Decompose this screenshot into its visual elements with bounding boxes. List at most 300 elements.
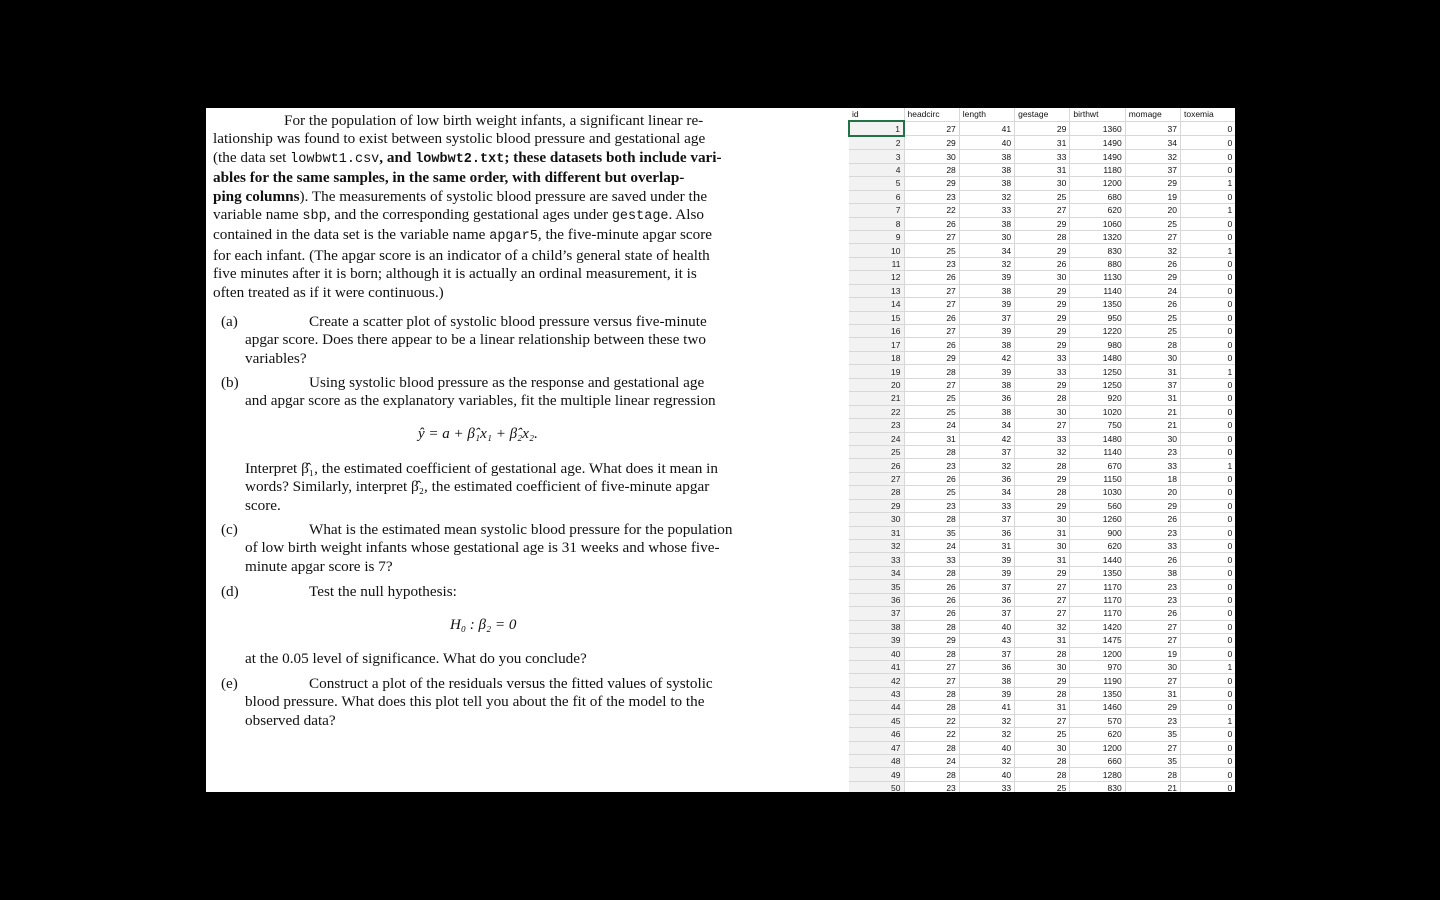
table-cell[interactable]: 26 <box>1125 257 1180 270</box>
table-cell[interactable]: 18 <box>1125 472 1180 485</box>
table-cell[interactable]: 29 <box>1015 325 1070 338</box>
table-cell[interactable]: 33 <box>959 781 1014 792</box>
table-cell[interactable]: 28 <box>1015 230 1070 243</box>
row-id-cell[interactable]: 40 <box>849 647 904 660</box>
table-cell[interactable]: 29 <box>1015 244 1070 257</box>
table-cell[interactable]: 38 <box>959 217 1014 230</box>
column-header[interactable]: headcirc <box>904 108 959 121</box>
table-cell[interactable]: 37 <box>959 607 1014 620</box>
table-cell[interactable]: 38 <box>959 405 1014 418</box>
table-cell[interactable]: 37 <box>1125 163 1180 176</box>
table-cell[interactable]: 0 <box>1180 298 1235 311</box>
table-cell[interactable]: 42 <box>959 351 1014 364</box>
table-cell[interactable]: 28 <box>1015 755 1070 768</box>
table-cell[interactable]: 40 <box>959 741 1014 754</box>
table-cell[interactable]: 21 <box>1125 419 1180 432</box>
row-id-cell[interactable]: 5 <box>849 177 904 190</box>
table-cell[interactable]: 27 <box>904 230 959 243</box>
table-cell[interactable]: 26 <box>1125 607 1180 620</box>
table-cell[interactable]: 26 <box>904 338 959 351</box>
table-cell[interactable]: 29 <box>1015 121 1070 135</box>
table-cell[interactable]: 38 <box>959 674 1014 687</box>
table-cell[interactable]: 37 <box>959 311 1014 324</box>
table-cell[interactable]: 30 <box>1015 660 1070 673</box>
table-cell[interactable]: 28 <box>904 687 959 700</box>
column-header[interactable]: id <box>849 108 904 121</box>
table-cell[interactable]: 27 <box>904 660 959 673</box>
table-cell[interactable]: 25 <box>904 486 959 499</box>
row-id-cell[interactable]: 44 <box>849 701 904 714</box>
table-cell[interactable]: 32 <box>959 459 1014 472</box>
table-cell[interactable]: 37 <box>959 580 1014 593</box>
row-id-cell[interactable]: 1 <box>849 121 904 135</box>
table-cell[interactable]: 0 <box>1180 217 1235 230</box>
row-id-cell[interactable]: 20 <box>849 378 904 391</box>
table-cell[interactable]: 37 <box>1125 121 1180 135</box>
table-cell[interactable]: 1190 <box>1070 674 1125 687</box>
table-cell[interactable]: 23 <box>904 257 959 270</box>
table-cell[interactable]: 27 <box>1015 607 1070 620</box>
table-cell[interactable]: 560 <box>1070 499 1125 512</box>
table-cell[interactable]: 0 <box>1180 136 1235 150</box>
table-cell[interactable]: 32 <box>959 190 1014 203</box>
table-cell[interactable]: 28 <box>904 163 959 176</box>
table-cell[interactable]: 28 <box>904 365 959 378</box>
table-cell[interactable]: 32 <box>959 714 1014 727</box>
table-cell[interactable]: 27 <box>1125 741 1180 754</box>
table-cell[interactable]: 25 <box>1015 190 1070 203</box>
table-cell[interactable]: 28 <box>904 566 959 579</box>
table-cell[interactable]: 33 <box>1015 365 1070 378</box>
table-cell[interactable]: 26 <box>1015 257 1070 270</box>
table-cell[interactable]: 25 <box>904 392 959 405</box>
table-cell[interactable]: 1 <box>1180 660 1235 673</box>
row-id-cell[interactable]: 33 <box>849 553 904 566</box>
row-id-cell[interactable]: 7 <box>849 204 904 217</box>
column-header[interactable]: gestage <box>1015 108 1070 121</box>
table-cell[interactable]: 22 <box>904 204 959 217</box>
table-cell[interactable]: 0 <box>1180 325 1235 338</box>
table-cell[interactable]: 29 <box>1015 472 1070 485</box>
table-cell[interactable]: 20 <box>1125 486 1180 499</box>
row-id-cell[interactable]: 8 <box>849 217 904 230</box>
table-cell[interactable]: 0 <box>1180 620 1235 633</box>
table-cell[interactable]: 35 <box>1125 728 1180 741</box>
row-id-cell[interactable]: 48 <box>849 755 904 768</box>
table-cell[interactable]: 1 <box>1180 714 1235 727</box>
table-cell[interactable]: 23 <box>1125 580 1180 593</box>
table-cell[interactable]: 0 <box>1180 580 1235 593</box>
row-id-cell[interactable]: 34 <box>849 566 904 579</box>
table-cell[interactable]: 1220 <box>1070 325 1125 338</box>
table-cell[interactable]: 28 <box>1015 687 1070 700</box>
table-cell[interactable]: 28 <box>904 701 959 714</box>
table-cell[interactable]: 26 <box>904 580 959 593</box>
table-cell[interactable]: 1060 <box>1070 217 1125 230</box>
table-cell[interactable]: 23 <box>1125 526 1180 539</box>
row-id-cell[interactable]: 6 <box>849 190 904 203</box>
table-cell[interactable]: 29 <box>1015 284 1070 297</box>
table-cell[interactable]: 43 <box>959 634 1014 647</box>
table-cell[interactable]: 28 <box>1015 486 1070 499</box>
table-cell[interactable]: 970 <box>1070 660 1125 673</box>
table-cell[interactable]: 27 <box>1015 419 1070 432</box>
table-cell[interactable]: 32 <box>959 257 1014 270</box>
row-id-cell[interactable]: 10 <box>849 244 904 257</box>
row-id-cell[interactable]: 9 <box>849 230 904 243</box>
table-cell[interactable]: 1350 <box>1070 298 1125 311</box>
table-cell[interactable]: 32 <box>1125 150 1180 163</box>
table-cell[interactable]: 38 <box>959 177 1014 190</box>
table-cell[interactable]: 0 <box>1180 741 1235 754</box>
table-cell[interactable]: 29 <box>1015 217 1070 230</box>
row-id-cell[interactable]: 2 <box>849 136 904 150</box>
table-cell[interactable]: 1170 <box>1070 607 1125 620</box>
table-cell[interactable]: 0 <box>1180 701 1235 714</box>
table-cell[interactable]: 25 <box>1015 781 1070 792</box>
table-cell[interactable]: 25 <box>904 244 959 257</box>
table-cell[interactable]: 28 <box>904 768 959 781</box>
table-cell[interactable]: 0 <box>1180 257 1235 270</box>
table-cell[interactable]: 25 <box>1125 325 1180 338</box>
table-cell[interactable]: 0 <box>1180 634 1235 647</box>
table-cell[interactable]: 38 <box>959 150 1014 163</box>
table-cell[interactable]: 1360 <box>1070 121 1125 135</box>
table-cell[interactable]: 0 <box>1180 432 1235 445</box>
table-cell[interactable]: 27 <box>1015 593 1070 606</box>
row-id-cell[interactable]: 45 <box>849 714 904 727</box>
table-cell[interactable]: 31 <box>1015 553 1070 566</box>
table-cell[interactable]: 28 <box>1015 768 1070 781</box>
row-id-cell[interactable]: 31 <box>849 526 904 539</box>
table-cell[interactable]: 23 <box>904 499 959 512</box>
table-cell[interactable]: 0 <box>1180 647 1235 660</box>
table-cell[interactable]: 31 <box>1015 163 1070 176</box>
column-header[interactable]: toxemia <box>1180 108 1235 121</box>
table-cell[interactable]: 26 <box>1125 513 1180 526</box>
table-cell[interactable]: 1440 <box>1070 553 1125 566</box>
table-cell[interactable]: 29 <box>904 136 959 150</box>
table-cell[interactable]: 23 <box>1125 714 1180 727</box>
table-cell[interactable]: 33 <box>959 204 1014 217</box>
row-id-cell[interactable]: 27 <box>849 472 904 485</box>
spreadsheet[interactable] <box>848 108 1235 792</box>
table-cell[interactable]: 35 <box>1125 755 1180 768</box>
table-cell[interactable]: 29 <box>1125 177 1180 190</box>
row-id-cell[interactable]: 39 <box>849 634 904 647</box>
table-cell[interactable]: 0 <box>1180 499 1235 512</box>
row-id-cell[interactable]: 46 <box>849 728 904 741</box>
table-cell[interactable]: 42 <box>959 432 1014 445</box>
table-cell[interactable]: 23 <box>1125 593 1180 606</box>
row-id-cell[interactable]: 14 <box>849 298 904 311</box>
table-cell[interactable]: 28 <box>904 445 959 458</box>
table-cell[interactable]: 0 <box>1180 419 1235 432</box>
table-cell[interactable]: 22 <box>904 728 959 741</box>
row-id-cell[interactable]: 42 <box>849 674 904 687</box>
table-cell[interactable]: 29 <box>1015 338 1070 351</box>
table-cell[interactable]: 41 <box>959 121 1014 135</box>
table-cell[interactable]: 30 <box>1015 513 1070 526</box>
table-cell[interactable]: 19 <box>1125 647 1180 660</box>
table-cell[interactable]: 28 <box>904 647 959 660</box>
table-cell[interactable]: 32 <box>1125 244 1180 257</box>
table-cell[interactable]: 980 <box>1070 338 1125 351</box>
table-cell[interactable]: 33 <box>959 499 1014 512</box>
table-cell[interactable]: 27 <box>904 121 959 135</box>
table-cell[interactable]: 40 <box>959 768 1014 781</box>
table-cell[interactable]: 0 <box>1180 405 1235 418</box>
table-cell[interactable]: 880 <box>1070 257 1125 270</box>
table-cell[interactable]: 32 <box>959 728 1014 741</box>
table-cell[interactable]: 23 <box>904 190 959 203</box>
table-cell[interactable]: 31 <box>1015 526 1070 539</box>
table-cell[interactable]: 29 <box>1125 701 1180 714</box>
table-cell[interactable]: 30 <box>1015 271 1070 284</box>
table-cell[interactable]: 0 <box>1180 190 1235 203</box>
table-cell[interactable]: 24 <box>904 419 959 432</box>
row-id-cell[interactable]: 11 <box>849 257 904 270</box>
row-id-cell[interactable]: 15 <box>849 311 904 324</box>
table-cell[interactable]: 28 <box>904 513 959 526</box>
table-cell[interactable]: 0 <box>1180 540 1235 553</box>
row-id-cell[interactable]: 22 <box>849 405 904 418</box>
table-cell[interactable]: 1140 <box>1070 284 1125 297</box>
table-cell[interactable]: 36 <box>959 472 1014 485</box>
table-cell[interactable]: 26 <box>904 217 959 230</box>
table-cell[interactable]: 30 <box>1125 351 1180 364</box>
row-id-cell[interactable]: 43 <box>849 687 904 700</box>
table-cell[interactable]: 30 <box>1015 540 1070 553</box>
table-cell[interactable]: 830 <box>1070 781 1125 792</box>
table-cell[interactable]: 29 <box>1015 674 1070 687</box>
table-cell[interactable]: 32 <box>959 755 1014 768</box>
table-cell[interactable]: 28 <box>1015 459 1070 472</box>
table-cell[interactable]: 21 <box>1125 781 1180 792</box>
column-header[interactable]: length <box>959 108 1014 121</box>
table-cell[interactable]: 950 <box>1070 311 1125 324</box>
table-cell[interactable]: 0 <box>1180 674 1235 687</box>
table-cell[interactable]: 620 <box>1070 204 1125 217</box>
row-id-cell[interactable]: 19 <box>849 365 904 378</box>
table-cell[interactable]: 1420 <box>1070 620 1125 633</box>
table-cell[interactable]: 22 <box>904 714 959 727</box>
table-cell[interactable]: 26 <box>1125 553 1180 566</box>
table-cell[interactable]: 1130 <box>1070 271 1125 284</box>
table-cell[interactable]: 750 <box>1070 419 1125 432</box>
table-cell[interactable]: 0 <box>1180 513 1235 526</box>
table-cell[interactable]: 28 <box>1015 392 1070 405</box>
table-cell[interactable]: 1170 <box>1070 593 1125 606</box>
table-cell[interactable]: 1475 <box>1070 634 1125 647</box>
table-cell[interactable]: 0 <box>1180 121 1235 135</box>
table-cell[interactable]: 33 <box>1015 351 1070 364</box>
table-cell[interactable]: 0 <box>1180 284 1235 297</box>
table-cell[interactable]: 30 <box>959 230 1014 243</box>
table-cell[interactable]: 0 <box>1180 768 1235 781</box>
table-cell[interactable]: 1480 <box>1070 432 1125 445</box>
table-cell[interactable]: 37 <box>959 445 1014 458</box>
table-cell[interactable]: 0 <box>1180 150 1235 163</box>
table-cell[interactable]: 19 <box>1125 190 1180 203</box>
table-cell[interactable]: 39 <box>959 271 1014 284</box>
table-cell[interactable]: 31 <box>1125 392 1180 405</box>
table-cell[interactable]: 38 <box>1125 566 1180 579</box>
table-cell[interactable]: 39 <box>959 325 1014 338</box>
table-cell[interactable]: 1150 <box>1070 472 1125 485</box>
table-cell[interactable]: 0 <box>1180 351 1235 364</box>
table-cell[interactable]: 0 <box>1180 728 1235 741</box>
table-cell[interactable]: 33 <box>1015 432 1070 445</box>
row-id-cell[interactable]: 37 <box>849 607 904 620</box>
table-cell[interactable]: 33 <box>1125 540 1180 553</box>
table-cell[interactable]: 32 <box>1015 620 1070 633</box>
table-cell[interactable]: 20 <box>1125 204 1180 217</box>
row-id-cell[interactable]: 47 <box>849 741 904 754</box>
table-cell[interactable]: 1 <box>1180 177 1235 190</box>
table-cell[interactable]: 31 <box>904 432 959 445</box>
table-cell[interactable]: 33 <box>1015 150 1070 163</box>
row-id-cell[interactable]: 50 <box>849 781 904 792</box>
table-cell[interactable]: 0 <box>1180 311 1235 324</box>
table-cell[interactable]: 570 <box>1070 714 1125 727</box>
table-cell[interactable]: 0 <box>1180 445 1235 458</box>
row-id-cell[interactable]: 30 <box>849 513 904 526</box>
table-cell[interactable]: 29 <box>1015 378 1070 391</box>
table-cell[interactable]: 30 <box>1015 405 1070 418</box>
table-cell[interactable]: 0 <box>1180 230 1235 243</box>
table-cell[interactable]: 0 <box>1180 781 1235 792</box>
table-cell[interactable]: 26 <box>1125 298 1180 311</box>
table-cell[interactable]: 620 <box>1070 728 1125 741</box>
table-cell[interactable]: 35 <box>904 526 959 539</box>
table-cell[interactable]: 1490 <box>1070 136 1125 150</box>
row-id-cell[interactable]: 18 <box>849 351 904 364</box>
table-cell[interactable]: 0 <box>1180 486 1235 499</box>
table-cell[interactable]: 27 <box>904 378 959 391</box>
table-cell[interactable]: 1180 <box>1070 163 1125 176</box>
table-cell[interactable]: 26 <box>904 593 959 606</box>
table-cell[interactable]: 39 <box>959 566 1014 579</box>
table-cell[interactable]: 29 <box>1015 499 1070 512</box>
table-cell[interactable]: 37 <box>1125 378 1180 391</box>
table-cell[interactable]: 28 <box>904 741 959 754</box>
table-cell[interactable]: 1200 <box>1070 177 1125 190</box>
table-cell[interactable]: 38 <box>959 338 1014 351</box>
table-cell[interactable]: 27 <box>1125 620 1180 633</box>
table-cell[interactable]: 41 <box>959 701 1014 714</box>
table-cell[interactable]: 31 <box>959 540 1014 553</box>
table-cell[interactable]: 31 <box>1125 687 1180 700</box>
table-cell[interactable]: 620 <box>1070 540 1125 553</box>
row-id-cell[interactable]: 17 <box>849 338 904 351</box>
row-id-cell[interactable]: 4 <box>849 163 904 176</box>
table-cell[interactable]: 1350 <box>1070 687 1125 700</box>
table-cell[interactable]: 31 <box>1125 365 1180 378</box>
row-id-cell[interactable]: 24 <box>849 432 904 445</box>
table-cell[interactable]: 27 <box>1125 634 1180 647</box>
table-cell[interactable]: 29 <box>1125 271 1180 284</box>
table-cell[interactable]: 680 <box>1070 190 1125 203</box>
table-cell[interactable]: 28 <box>1125 338 1180 351</box>
table-cell[interactable]: 27 <box>904 298 959 311</box>
row-id-cell[interactable]: 23 <box>849 419 904 432</box>
table-cell[interactable]: 27 <box>904 284 959 297</box>
table-cell[interactable]: 0 <box>1180 687 1235 700</box>
table-cell[interactable]: 39 <box>959 298 1014 311</box>
table-cell[interactable]: 23 <box>904 459 959 472</box>
table-cell[interactable]: 36 <box>959 392 1014 405</box>
table-cell[interactable]: 0 <box>1180 607 1235 620</box>
table-cell[interactable]: 36 <box>959 593 1014 606</box>
table-cell[interactable]: 33 <box>1125 459 1180 472</box>
row-id-cell[interactable]: 32 <box>849 540 904 553</box>
table-cell[interactable]: 27 <box>1125 230 1180 243</box>
table-cell[interactable]: 31 <box>1015 701 1070 714</box>
table-cell[interactable]: 29 <box>904 634 959 647</box>
table-cell[interactable]: 36 <box>959 526 1014 539</box>
table-cell[interactable]: 0 <box>1180 566 1235 579</box>
table-cell[interactable]: 21 <box>1125 405 1180 418</box>
table-cell[interactable]: 1460 <box>1070 701 1125 714</box>
table-cell[interactable]: 920 <box>1070 392 1125 405</box>
table-cell[interactable]: 30 <box>1125 432 1180 445</box>
table-cell[interactable]: 30 <box>1015 741 1070 754</box>
table-cell[interactable]: 38 <box>959 378 1014 391</box>
table-cell[interactable]: 1 <box>1180 204 1235 217</box>
table-cell[interactable]: 29 <box>1015 566 1070 579</box>
table-cell[interactable]: 29 <box>904 351 959 364</box>
table-cell[interactable]: 27 <box>904 674 959 687</box>
table-cell[interactable]: 1260 <box>1070 513 1125 526</box>
column-header[interactable]: momage <box>1125 108 1180 121</box>
row-id-cell[interactable]: 35 <box>849 580 904 593</box>
table-cell[interactable]: 38 <box>959 163 1014 176</box>
table-cell[interactable]: 26 <box>904 472 959 485</box>
row-id-cell[interactable]: 26 <box>849 459 904 472</box>
table-cell[interactable]: 1030 <box>1070 486 1125 499</box>
table-cell[interactable]: 24 <box>1125 284 1180 297</box>
row-id-cell[interactable]: 29 <box>849 499 904 512</box>
row-id-cell[interactable]: 36 <box>849 593 904 606</box>
column-header[interactable]: birthwt <box>1070 108 1125 121</box>
table-cell[interactable]: 39 <box>959 687 1014 700</box>
table-cell[interactable]: 660 <box>1070 755 1125 768</box>
table-cell[interactable]: 37 <box>959 513 1014 526</box>
table-cell[interactable]: 28 <box>904 620 959 633</box>
table-cell[interactable]: 30 <box>904 150 959 163</box>
table-cell[interactable]: 25 <box>1125 311 1180 324</box>
table-cell[interactable]: 34 <box>959 244 1014 257</box>
table-cell[interactable]: 33 <box>904 553 959 566</box>
table-cell[interactable]: 1480 <box>1070 351 1125 364</box>
table-cell[interactable]: 830 <box>1070 244 1125 257</box>
table-cell[interactable]: 670 <box>1070 459 1125 472</box>
row-id-cell[interactable]: 3 <box>849 150 904 163</box>
row-id-cell[interactable]: 38 <box>849 620 904 633</box>
table-cell[interactable]: 27 <box>1015 580 1070 593</box>
table-cell[interactable]: 26 <box>904 311 959 324</box>
row-id-cell[interactable]: 28 <box>849 486 904 499</box>
table-cell[interactable]: 28 <box>1015 647 1070 660</box>
table-cell[interactable]: 31 <box>1015 634 1070 647</box>
row-id-cell[interactable]: 12 <box>849 271 904 284</box>
table-cell[interactable]: 0 <box>1180 163 1235 176</box>
table-cell[interactable]: 23 <box>1125 445 1180 458</box>
table-cell[interactable]: 27 <box>1125 674 1180 687</box>
row-id-cell[interactable]: 49 <box>849 768 904 781</box>
table-cell[interactable]: 27 <box>904 325 959 338</box>
